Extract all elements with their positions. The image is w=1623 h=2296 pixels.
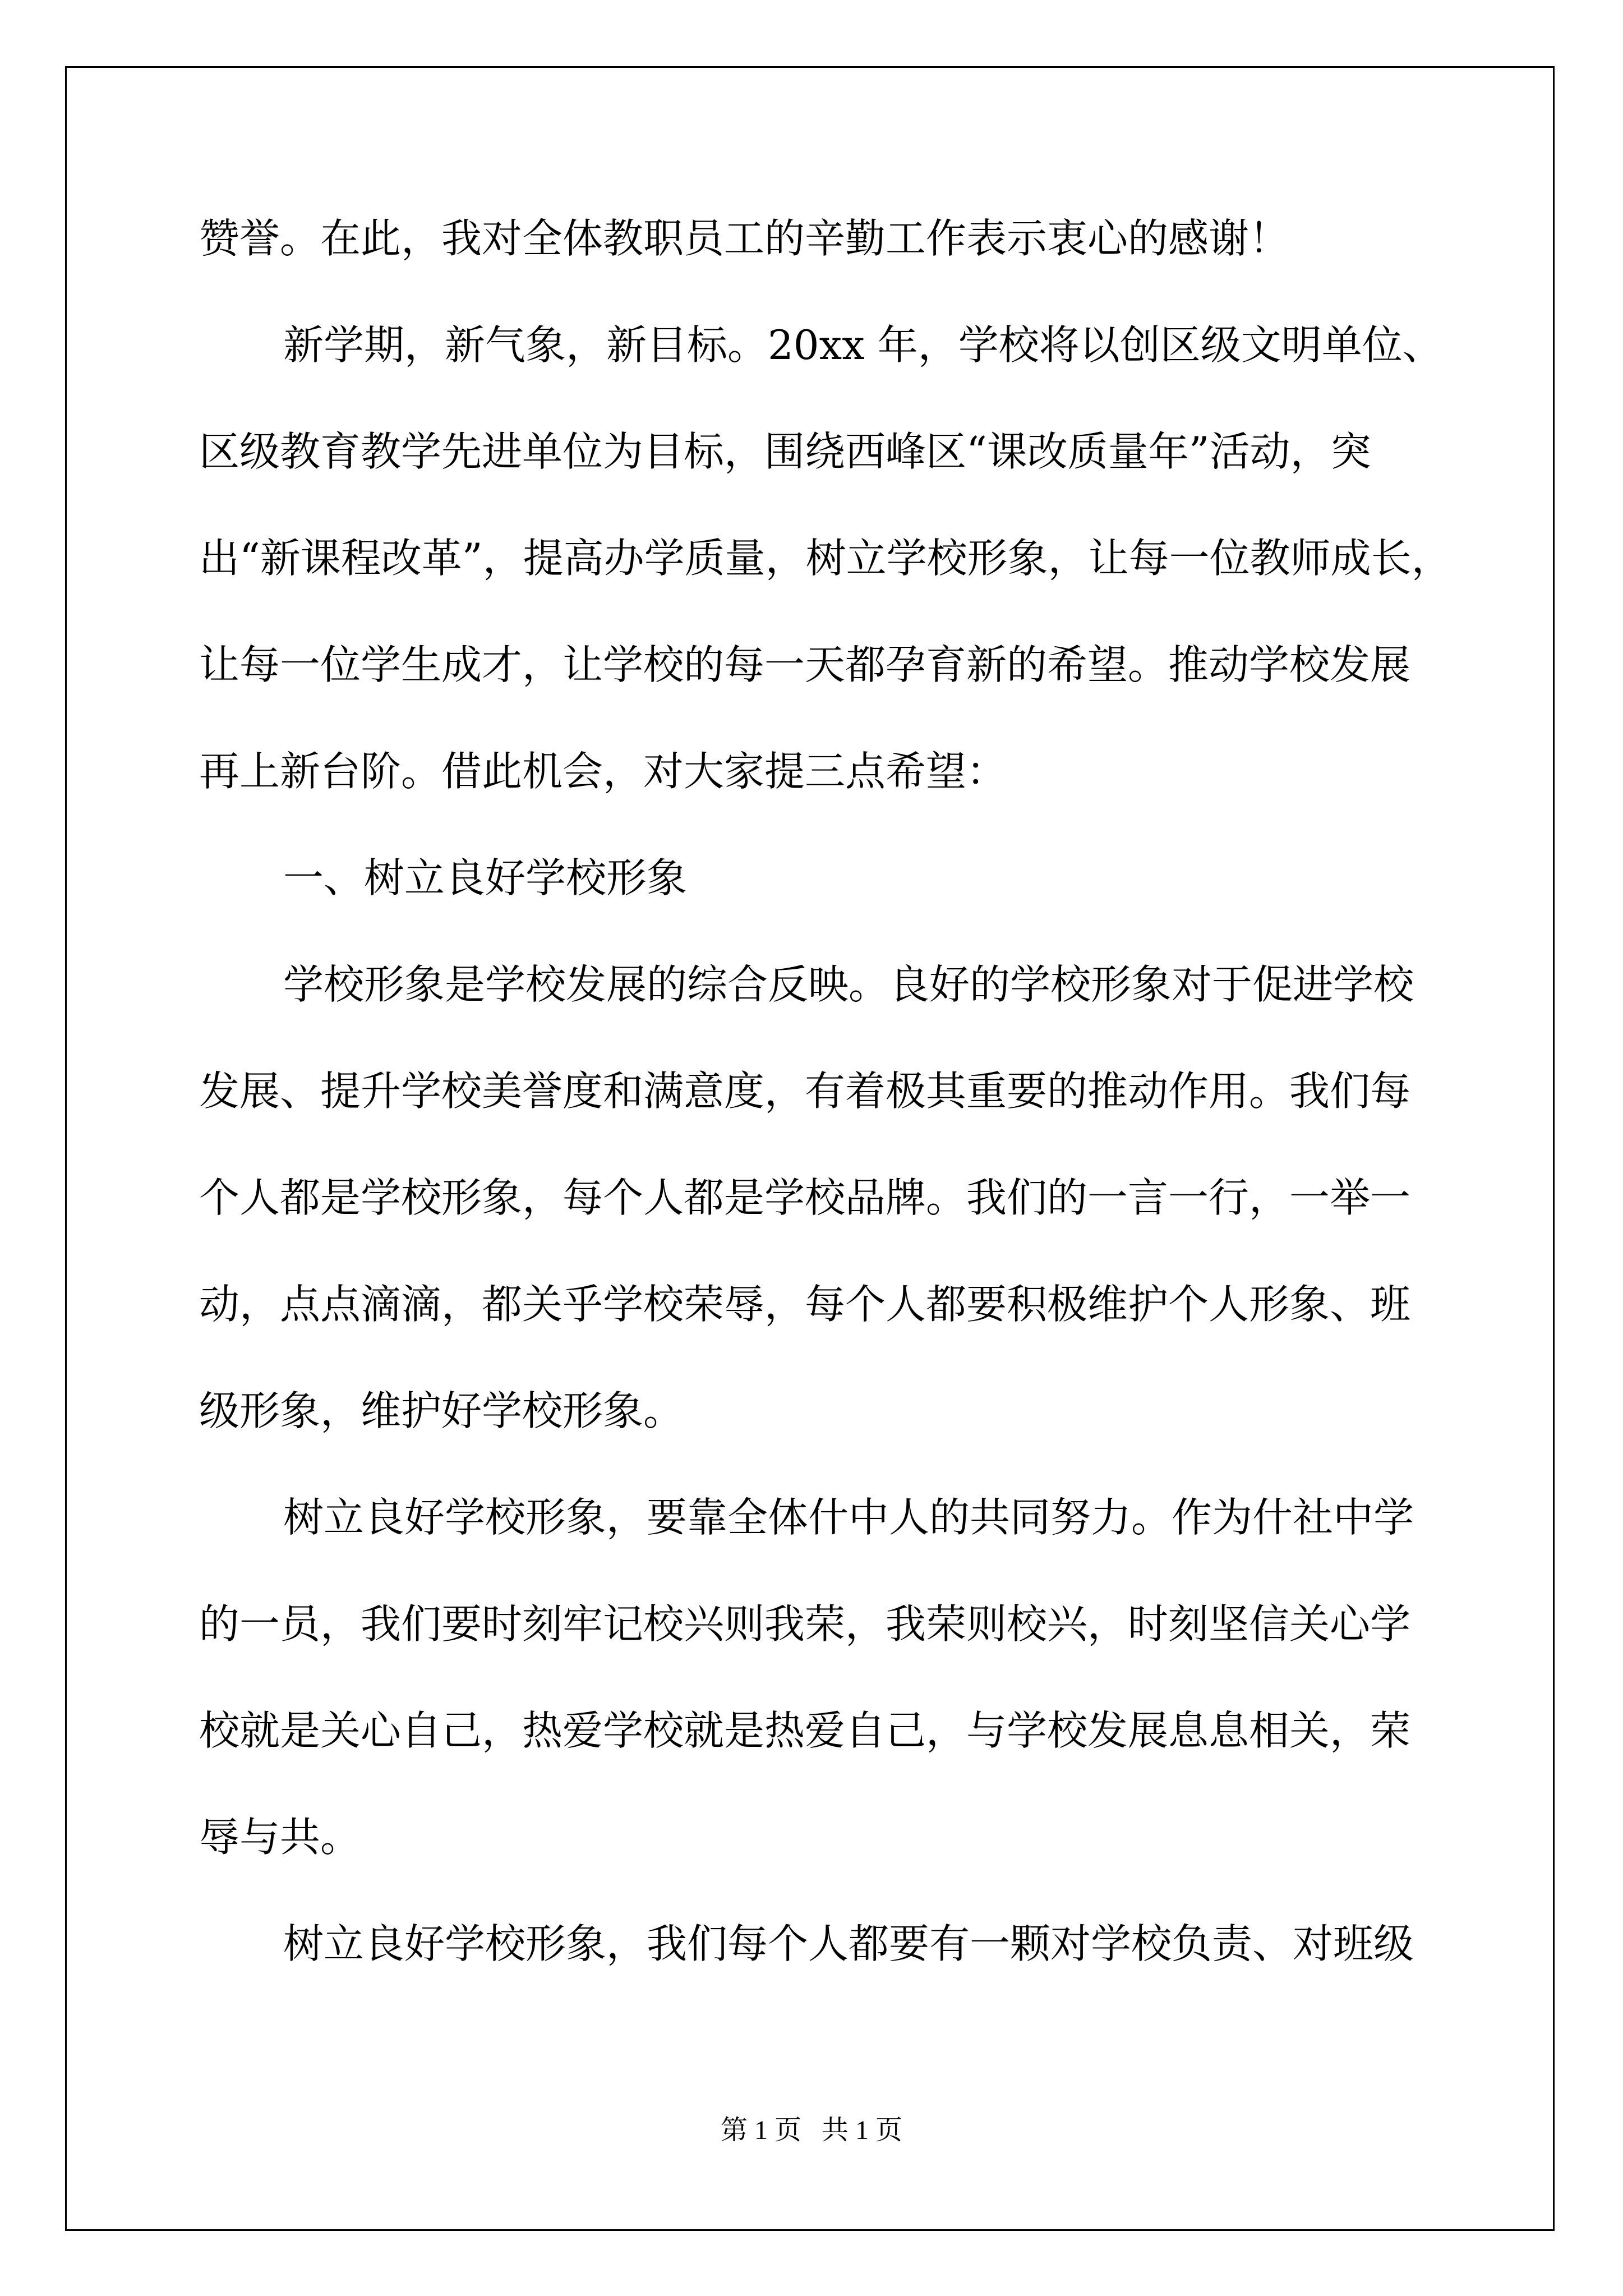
text-line: 树立良好学校形象，要靠全体什中人的共同努力。作为什社中学 [283, 1494, 1414, 1541]
text-line: 出“新课程改革”，提高办学质量，树立学校形象，让每一位教师成长， [199, 535, 1452, 582]
text-line: 的一员，我们要时刻牢记校兴则我荣，我荣则校兴，时刻坚信关心学 [199, 1600, 1411, 1648]
page-border [65, 66, 1555, 2231]
text-line: 再上新台阶。借此机会，对大家提三点希望： [199, 748, 1007, 795]
text-line: 学校形象是学校发展的综合反映。良好的学校形象对于促进学校 [283, 961, 1414, 1008]
text-line: 区级教育教学先进单位为目标，围绕西峰区“课改质量年”活动，突 [199, 428, 1371, 475]
text-line: 动，点点滴滴，都关乎学校荣辱，每个人都要积极维护个人形象、班 [199, 1281, 1411, 1328]
text-line: 级形象，维护好学校形象。 [199, 1387, 684, 1434]
text-line: 新学期，新气象，新目标。20xx 年，学校将以创区级文明单位、 [283, 321, 1443, 369]
section-heading: 一、树立良好学校形象 [283, 854, 688, 901]
text-line: 让每一位学生成才，让学校的每一天都孕育新的希望。推动学校发展 [199, 641, 1411, 688]
text-line: 树立良好学校形象，我们每个人都要有一颗对学校负责、对班级 [283, 1920, 1414, 1967]
text-line: 个人都是学校形象，每个人都是学校品牌。我们的一言一行，一举一 [199, 1174, 1411, 1221]
text-line: 校就是关心自己，热爱学校就是热爱自己，与学校发展息息相关，荣 [199, 1707, 1411, 1754]
page-number-footer: 第 1 页 共 1 页 [720, 2115, 902, 2145]
text-line: 赞誉。在此，我对全体教职员工的辛勤工作表示衷心的感谢！ [199, 215, 1290, 262]
text-line: 辱与共。 [199, 1814, 361, 1861]
text-line: 发展、提升学校美誉度和满意度，有着极其重要的推动作用。我们每 [199, 1068, 1411, 1115]
